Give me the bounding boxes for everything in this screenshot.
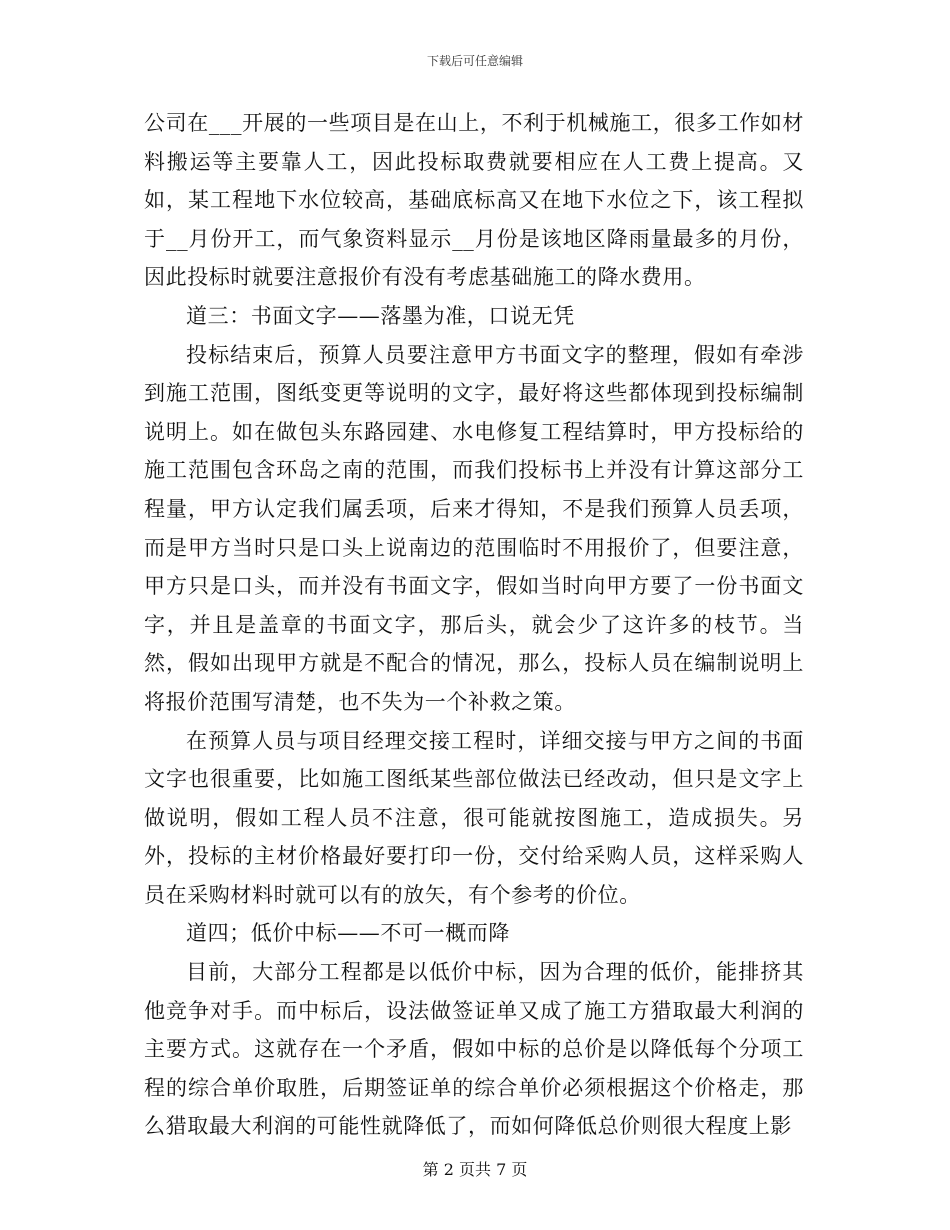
body-paragraph-4: 目前，大部分工程都是以低价中标，因为合理的低价，能排挤其他竞争对手。而中标后，设法做签证单又成了施工方猎取最大利润的主要方式。这就存在一个矛盾，假如中标的总价是以降低每个分项工程的综合单价取胜，后期签证单的综合单价必须根据这个价格走，那么猎取最大利润的可能性就降低了，而如何降低总价则很大程度上影 (144, 960, 804, 1139)
page-header: 下载后可任意编辑 (426, 54, 523, 68)
section-heading-3: 道三：书面文字——落墨为准，口说无凭 (186, 303, 575, 328)
body-paragraph-2: 投标结束后，预算人员要注意甲方书面文字的整理，假如有牵涉到施工范围，图纸变更等说明的文字，最好将这些都体现到投标编制说明上。如在做包头东路园建、水电修复工程结算时，甲方投标给的施工范围包含环岛之南的范围，而我们投标书上并没有计算这部分工程量，甲方认定我们属丢项，后来才得知，不是我们预算人员丢项，而是甲方当时只是口头上说南边的范围临时不用报价了，但要注意，甲方只是口头，而并没有书面文字，假如当时向甲方要了一份书面文字，并且是盖章的书面文字，那后头，就会少了这许多的枝节。当然，假如出现甲方就是不配合的情况，那么，投标人员在编制说明上将报价范围写清楚，也不失为一个补救之策。 (144, 342, 804, 714)
section-heading-4: 道四；低价中标——不可一概而降 (186, 921, 510, 946)
page-footer: 第 2 页共 7 页 (422, 1160, 528, 1179)
document-body (144, 104, 804, 1146)
body-paragraph-3: 在预算人员与项目经理交接工程时，详细交接与甲方之间的书面文字也很重要，比如施工图纸某些部位做法已经改动，但只是文字上做说明，假如工程人员不注意，很可能就按图施工，造成损失。另外，投标的主材价格最好要打印一份，交付给采购人员，这样采购人员在采购材料时就可以有的放矢，有个参考的价位。 (144, 728, 804, 907)
body-paragraph-1: 公司在___开展的一些项目是在山上，不利于机械施工，很多工作如材料搬运等主要靠人工，因此投标取费就要相应在人工费上提高。又如，某工程地下水位较高，基础底标高又在地下水位之下，该工程拟于__月份开工，而气象资料显示__月份是该地区降雨量最多的月份，因此投标时就要注意报价有没有考虑基础施工的降水费用。 (144, 111, 804, 290)
